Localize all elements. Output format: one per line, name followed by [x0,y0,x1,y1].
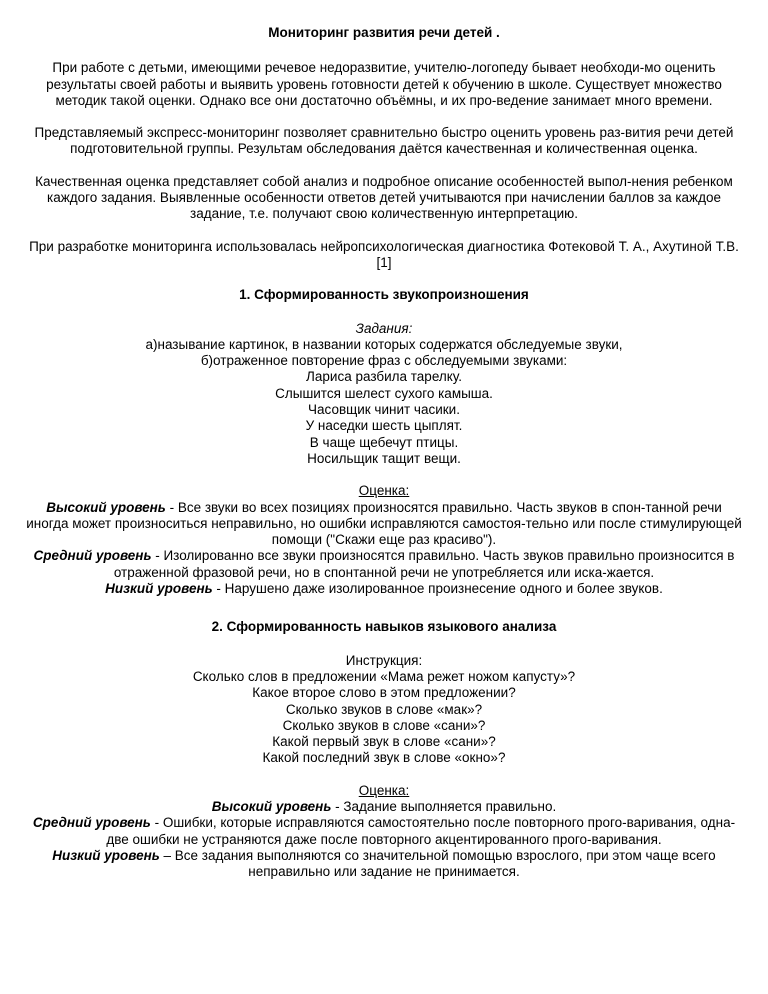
intro-paragraph-3: Качественная оценка представляет собой анализ и подробное описание особенностей выпол-нения ребенком каждого задания. Выявленные особенности ответов детей учитываются при начислении баллов за каждое задание, т.е. получают свою количественную интерпретацию. [35,173,733,222]
level-name: Средний уровень [33,548,152,564]
level-text: – Все задания выполняются со значительной помощью взрослого, при этом чаще всего неправильно или задание не принимается. [159,847,716,880]
level-name: Высокий уровень [211,798,332,814]
level-low [24,581,744,597]
question-line: Какой последний звук в слове «окно»? [262,750,506,766]
task-line: б)отраженное повторение фраз с обследуемыми звуками: [200,353,568,369]
question-line: Сколько звуков в слове «мак»? [285,701,483,717]
evaluation-label: Оценка: [358,483,410,499]
question-line: Какое второе слово в этом предложении? [252,685,516,701]
level-high [24,500,744,549]
level-name: Высокий уровень [46,499,166,515]
document-page [24,25,744,880]
level-text: - Задание выполняется правильно. [331,798,557,814]
level-name: Средний уровень [32,815,151,831]
intro-paragraph-4: При разработке мониторинга использовалась нейропсихологическая диагностика Фотековой Т. А., Ахутиной Т.В. [1] [29,238,739,270]
section-1-tasks [24,321,744,468]
level-text: - Нарушено даже изолированное произнесение одного и более звуков. [212,581,663,597]
instruction-label: Инструкция: [345,652,423,668]
task-phrase: Слышится шелест сухого камыша. [275,385,493,401]
task-phrase: У наседки шесть цыплят. [305,418,463,434]
section-2-evaluation [24,783,744,881]
task-phrase: Лариса разбила тарелку. [306,369,462,385]
question-line: Сколько слов в предложении «Мама режет ножом капусту»? [192,668,576,684]
evaluation-label: Оценка: [358,782,410,798]
level-high [24,799,744,815]
task-phrase: В чаще щебечут птицы. [309,434,459,450]
document-title: Мониторинг развития речи детей . [268,25,500,40]
level-text: - Изолированно все звуки произносятся правильно. Часть звуков правильно произносится в отраженной фразовой речи, но в спонтанной речи не употребляется или иска-жается. [113,548,735,580]
level-text: - Все звуки во всех позициях произносятся правильно. Часть звуков в спон-танной речи иногда может произноситься неправильно, но ошибки исправляются самостоя-тельно или после стимулирующей помощи ("Скажи еще раз красиво"). [26,499,742,548]
level-text: - Ошибки, которые исправляются самостоятельно после повторного прого-варивания, одна-две ошибки не устраняются даже после повторного акцентированного прого-варивания. [106,815,736,847]
intro-paragraph-2: Представляемый экспресс-мониторинг позволяет сравнительно быстро оценить уровень раз-вития речи детей подготовительной группы. Результам обследования даётся качественная и количественная оценка. [34,125,734,157]
section-1-title: 1. Сформированность звукопроизношения [239,287,529,303]
task-phrase: Часовщик чинит часики. [308,402,460,418]
level-medium [24,815,744,848]
level-name: Низкий уровень [52,847,160,863]
level-name: Низкий уровень [105,581,213,597]
question-line: Какой первый звук в слове «сани»? [272,734,496,750]
intro-paragraph-1: При работе с детьми, имеющими речевое недоразвитие, учителю-логопеду бывает необходи-мо оценить результаты своей работы и выявить уровень готовности детей к обучению в школе. Существует множество методик такой оценки. Однако все они достаточно объёмны, и их про-ведение занимает много времени. [46,60,722,108]
section-1-evaluation [24,483,744,597]
task-phrase: Носильщик тащит вещи. [307,450,461,466]
section-2-instructions [24,653,744,767]
task-line: а)называние картинок, в названии которых содержатся обследуемые звуки, [145,336,623,352]
level-medium [24,548,744,581]
question-line: Сколько звуков в слове «сани»? [282,717,486,733]
section-2-title: 2. Сформированность навыков языкового анализа [211,619,557,635]
tasks-label: Задания: [355,320,413,336]
level-low [24,848,744,881]
